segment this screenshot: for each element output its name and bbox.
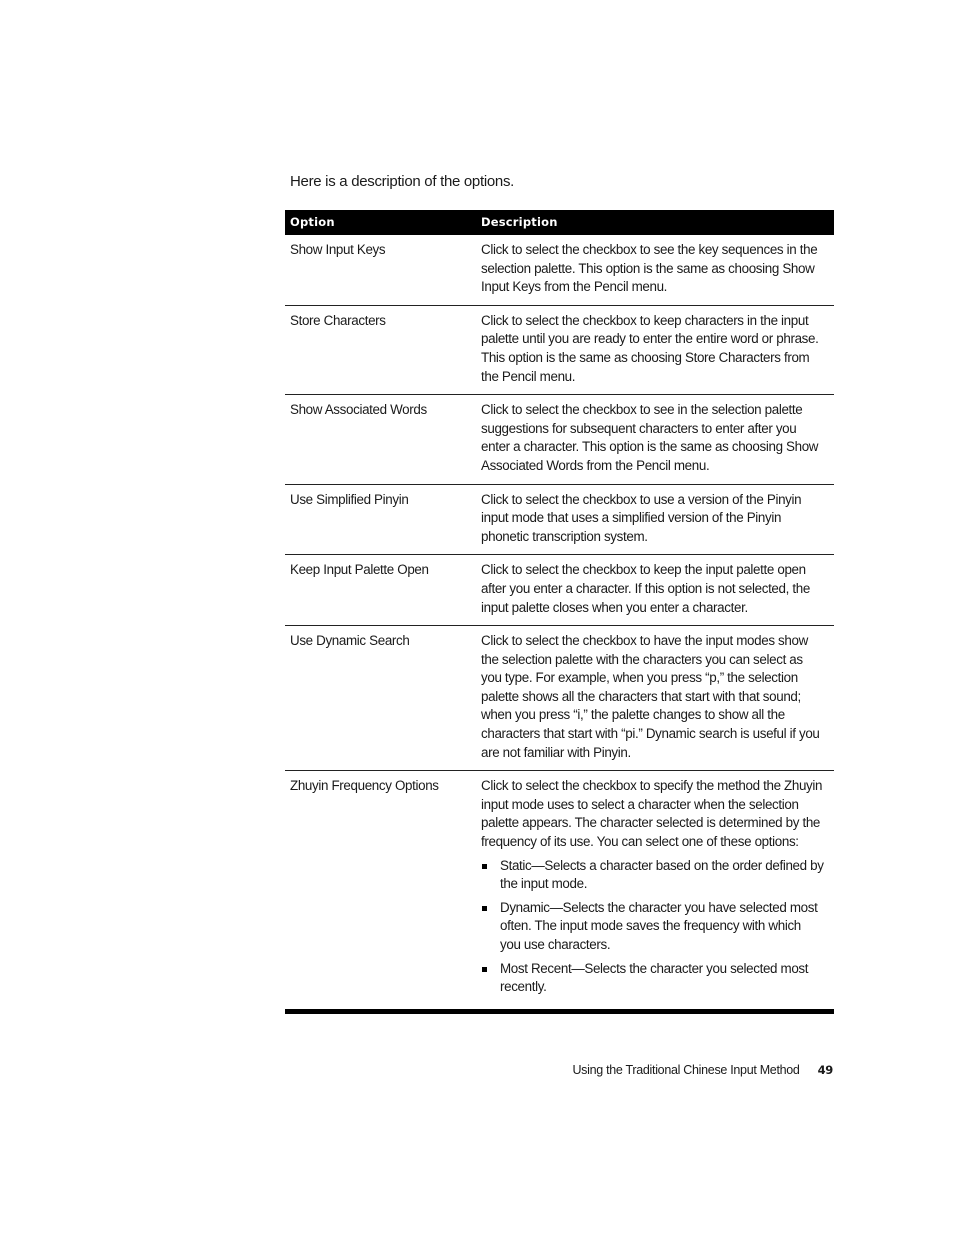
list-item <box>481 899 824 955</box>
option-description: Click to select the checkbox to see in the selection palette suggestions for subsequent characters to enter after you enter a character. This option is the same as choosing Show Associated Words from the Pencil menu. <box>481 395 834 484</box>
header-description: Description <box>481 215 558 230</box>
option-description: Click to select the checkbox to specify the method the Zhuyin input mode uses to select a character when the selection palette appears. The character selected is determined by the frequency of its use. You can select one of these options: <box>481 778 823 850</box>
table-row <box>285 305 834 394</box>
square-bullet-icon <box>482 864 487 869</box>
intro-text: Here is a description of the options. <box>290 173 515 190</box>
list-item-text: Static—Selects a character based on the order defined by the input mode. <box>500 857 824 892</box>
page-number: 49 <box>817 1063 833 1077</box>
option-description: Click to select the checkbox to have the input modes show the selection palette with the characters you can select as you type. For example, when you press “p,” the selection palette shows all the characters that start with that sound; when you press “i,” the palette changes to show all the characters that start with “pi.” Dynamic search is useful if you are not familiar with Pinyin. <box>481 626 834 771</box>
list-item <box>481 857 824 894</box>
table-header-row <box>285 210 834 235</box>
option-description: Click to select the checkbox to keep characters in the input palette until you are ready to enter the entire word or phrase. This option is the same as choosing Store Characters from the Pencil menu. <box>481 305 834 394</box>
option-name: Use Dynamic Search <box>285 626 481 771</box>
square-bullet-icon <box>482 906 487 911</box>
table-row <box>285 235 834 305</box>
option-name: Store Characters <box>285 305 481 394</box>
option-name: Use Simplified Pinyin <box>285 484 481 555</box>
frequency-options-list <box>481 857 824 997</box>
option-description: Click to select the checkbox to see the key sequences in the selection palette. This option is the same as choosing Show Input Keys from the Pencil menu. <box>481 235 834 305</box>
option-description: Click to select the checkbox to use a version of the Pinyin input mode that uses a simplified version of the Pinyin phonetic transcription system. <box>481 484 834 555</box>
option-name: Show Associated Words <box>285 395 481 484</box>
table-row <box>285 771 834 1012</box>
option-description: Click to select the checkbox to keep the input palette open after you enter a character. If this option is not selected, the input palette closes when you enter a character. <box>481 555 834 626</box>
option-description-cell <box>481 771 834 1012</box>
list-item <box>481 960 824 997</box>
table-row <box>285 395 834 484</box>
table-row <box>285 555 834 626</box>
header-option: Option <box>290 215 335 230</box>
page-footer <box>572 1063 833 1077</box>
option-name: Keep Input Palette Open <box>285 555 481 626</box>
options-table <box>285 210 834 1014</box>
table-row <box>285 626 834 771</box>
list-item-text: Dynamic—Selects the character you have selected most often. The input mode saves the frequency with which you use characters. <box>500 899 818 952</box>
table-row <box>285 484 834 555</box>
list-item-text: Most Recent—Selects the character you selected most recently. <box>500 960 809 995</box>
square-bullet-icon <box>482 967 487 972</box>
chapter-title: Using the Traditional Chinese Input Method <box>572 1063 800 1077</box>
option-name: Show Input Keys <box>285 235 481 305</box>
option-name: Zhuyin Frequency Options <box>285 771 481 1012</box>
